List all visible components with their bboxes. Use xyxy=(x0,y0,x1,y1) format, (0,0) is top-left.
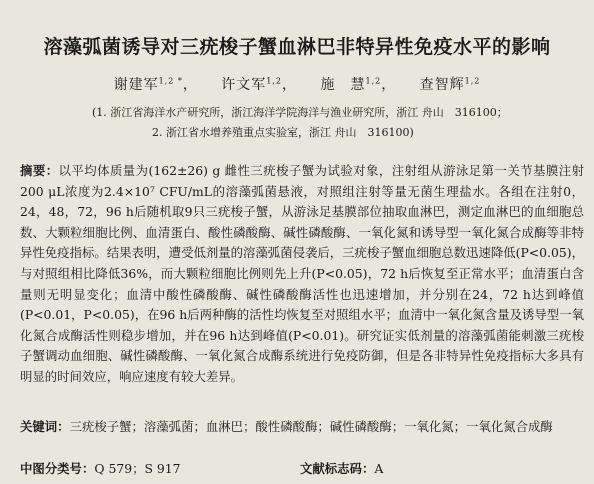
author-name: 许文军 xyxy=(221,77,267,93)
document-code-value: A xyxy=(374,461,384,476)
affiliation-line: 2. 浙江省水增养殖重点实验室，浙江 舟山 316100) xyxy=(152,126,414,139)
author-name: 谢建军 xyxy=(113,77,159,93)
abstract-section xyxy=(20,161,584,388)
author-name: 查智辉 xyxy=(419,77,465,93)
classification-value: Q 579；S 917 xyxy=(94,461,181,476)
classification-label: 中图分类号： xyxy=(20,461,95,476)
abstract-text: 以平均体质量为(162±26) g 雌性三疣梭子蟹为试验对象，注射组从游泳足第一关节基膜注射200 μL浓度为2.4×10⁷ CFU/mL的溶藻弧菌悬液，对照组注射等量无菌生理盐水。各组在注射0，24，48，72，96 h后随机取9只三疣梭子蟹，从游泳足基膜部位抽取血淋巴，测定血淋巴的血细胞总数、大颗粒细胞比例、血清蛋白、酸性磷酸酶、碱性磷酸酶、一氧化氮和诱导型一氧化氮合成酶等非特异性免疫指标。结果表明，遭受低剂量的溶藻弧菌侵袭后，三疣梭子蟹血细胞总数迅速降低(P<0.05)，与对照组相比降低36%，而大颗粒细胞比例则先上升(P<0.05)，72 h后恢复至正常水平；血清蛋白含量则无明显变化；血清中酸性磷酸酶、碱性磷酸酶活性也迅速增加，并分别在24，72 h达到峰值(P<0.01，P<0.05)，在96 h后两种酶的活性均恢复至对照组水平；血清中一氧化氮含量及诱导型一氧化氮合成酶活性则稳步增加，并在96 h达到峰值(P<0.01)。研究证实低剂量的溶藻弧菌能刺激三疣梭子蟹调动血细胞、碱性磷酸酶、一氧化氮合成酶系统进行免疫防御，但是各非特异性免疫指标大多具有明显的时间效应，响应速度有较大差异。 xyxy=(20,163,584,384)
keywords-section xyxy=(20,417,584,437)
classification-number xyxy=(20,459,181,477)
keywords-text: 三疣梭子蟹；溶藻弧菌；血淋巴；酸性磷酸酶；碱性磷酸酶；一氧化氮；一氧化氮合成酶 xyxy=(69,419,553,434)
document-code xyxy=(300,459,383,477)
abstract-label: 摘要： xyxy=(20,163,59,178)
author-name: 施 慧 xyxy=(320,77,366,93)
keywords-label: 关键词： xyxy=(20,419,70,434)
author-affiliation-mark: 1,2 xyxy=(365,76,382,86)
author-affiliation-mark: 1,2 xyxy=(266,76,283,86)
author-affiliation-mark: 1,2 xyxy=(464,76,481,86)
affiliation-line: (1. 浙江省海洋水产研究所，浙江海洋学院海洋与渔业研究所，浙江 舟山 316100； xyxy=(92,106,508,119)
author-list: 谢建军$^{1,2 *}$， 许文军$^{1,2}$， 施 慧$^{1,2}$， 查智辉$^{1,2}$ xyxy=(113,76,481,93)
author-affiliation-mark: 1,2 * xyxy=(158,76,183,86)
paper-title: 溶藻弧菌诱导对三疣梭子蟹血淋巴非特异性免疫水平的影响 xyxy=(43,36,551,58)
document-code-label: 文献标志码： xyxy=(300,461,375,476)
